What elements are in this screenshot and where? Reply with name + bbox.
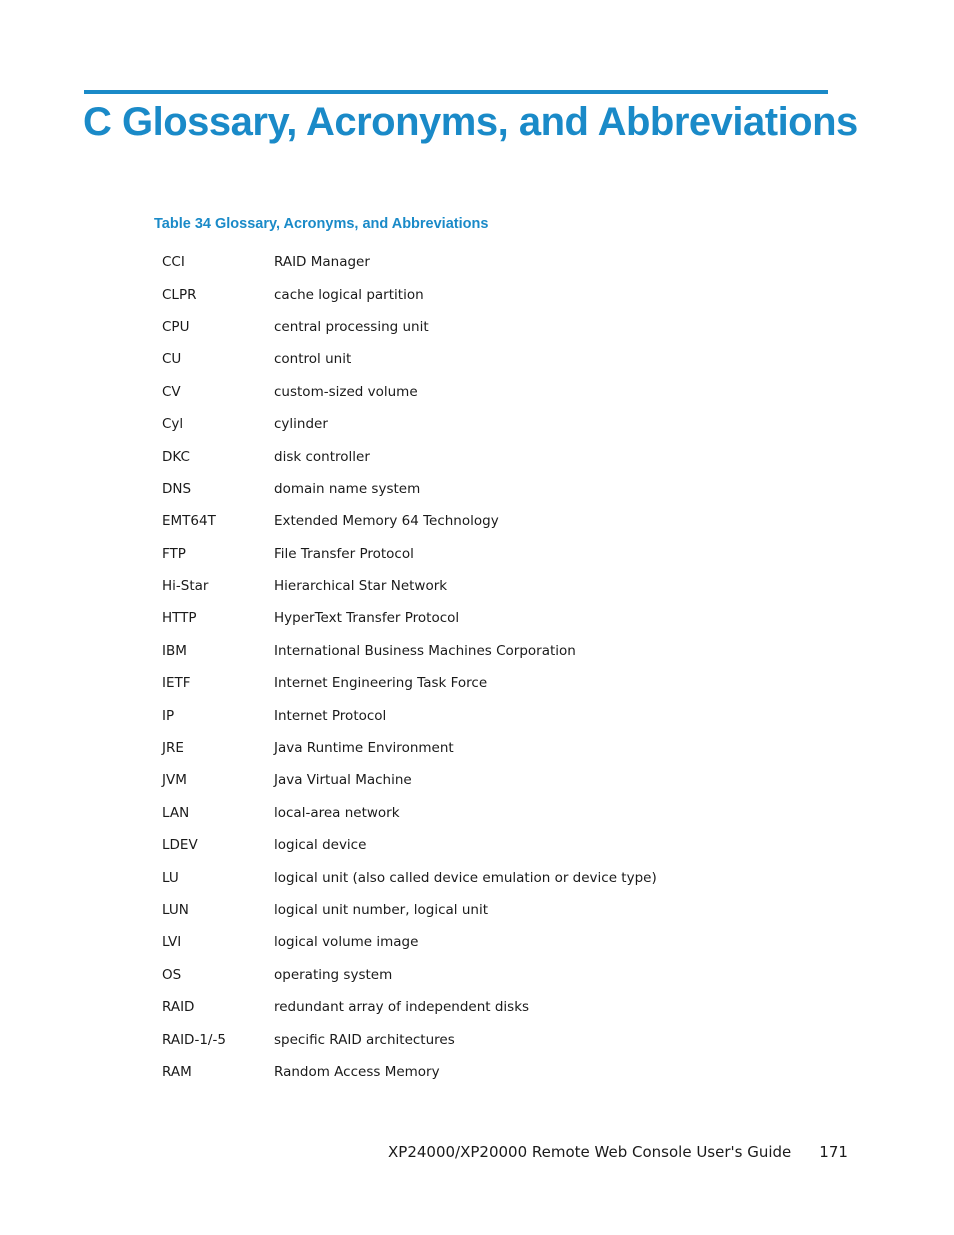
glossary-row xyxy=(162,732,762,764)
glossary-row xyxy=(162,505,762,537)
glossary-definition: File Transfer Protocol xyxy=(274,545,414,562)
page-footer xyxy=(388,1143,848,1161)
glossary-definition: Internet Protocol xyxy=(274,707,387,724)
glossary-definition: central processing unit xyxy=(274,318,429,335)
glossary-row xyxy=(162,894,762,926)
glossary-row xyxy=(162,1023,762,1055)
glossary-definition: disk controller xyxy=(274,448,370,465)
glossary-definition: local-area network xyxy=(274,804,400,821)
glossary-term: CLPR xyxy=(162,286,197,303)
glossary-term: IP xyxy=(162,707,175,724)
glossary-definition: Random Access Memory xyxy=(274,1063,440,1080)
glossary-definition: logical volume image xyxy=(274,934,419,951)
glossary-definition: HyperText Transfer Protocol xyxy=(274,610,460,627)
glossary-row xyxy=(162,440,762,472)
glossary-row xyxy=(162,408,762,440)
glossary-row xyxy=(162,959,762,991)
glossary-definition: Hierarchical Star Network xyxy=(274,578,448,595)
glossary-row xyxy=(162,473,762,505)
glossary-row xyxy=(162,602,762,634)
glossary-definition: cylinder xyxy=(274,416,328,433)
glossary-term: LU xyxy=(162,869,179,886)
glossary-row xyxy=(162,246,762,278)
glossary-row xyxy=(162,311,762,343)
glossary-row xyxy=(162,538,762,570)
glossary-table xyxy=(162,246,762,1088)
glossary-term: CCI xyxy=(162,254,185,271)
glossary-definition: logical device xyxy=(274,837,367,854)
glossary-row xyxy=(162,376,762,408)
glossary-term: RAM xyxy=(162,1063,192,1080)
glossary-row xyxy=(162,635,762,667)
glossary-row xyxy=(162,861,762,893)
chapter-title: C Glossary, Acronyms, and Abbreviations xyxy=(83,100,858,144)
glossary-row xyxy=(162,667,762,699)
glossary-term: DKC xyxy=(162,448,190,465)
glossary-term: DNS xyxy=(162,480,192,497)
glossary-row xyxy=(162,797,762,829)
glossary-definition: specific RAID architectures xyxy=(274,1031,455,1048)
glossary-term: JRE xyxy=(162,740,184,757)
glossary-term: LUN xyxy=(162,902,189,918)
glossary-definition: International Business Machines Corporation xyxy=(274,642,576,659)
glossary-term: LVI xyxy=(162,934,182,951)
glossary-term: RAID-1/-5 xyxy=(162,1031,226,1048)
glossary-term: OS xyxy=(162,966,182,983)
glossary-term: EMT64T xyxy=(162,513,216,530)
glossary-row xyxy=(162,991,762,1023)
glossary-definition: cache logical partition xyxy=(274,286,424,303)
glossary-definition: logical unit (also called device emulation or device type) xyxy=(274,869,657,886)
glossary-term: LAN xyxy=(162,804,190,821)
glossary-definition: control unit xyxy=(274,351,352,368)
glossary-definition: RAID Manager xyxy=(274,254,370,271)
glossary-definition: Java Runtime Environment xyxy=(274,740,454,757)
glossary-definition: Extended Memory 64 Technology xyxy=(274,513,499,530)
glossary-row xyxy=(162,926,762,958)
glossary-row xyxy=(162,570,762,602)
glossary-term: CU xyxy=(162,351,182,368)
glossary-row xyxy=(162,1056,762,1088)
glossary-term: CV xyxy=(162,383,181,400)
glossary-term: LDEV xyxy=(162,837,198,854)
glossary-definition: domain name system xyxy=(274,480,421,497)
glossary-row xyxy=(162,699,762,731)
glossary-definition: custom-sized volume xyxy=(274,383,418,400)
glossary-definition: redundant array of independent disks xyxy=(274,999,530,1016)
glossary-term: IBM xyxy=(162,642,187,659)
glossary-row xyxy=(162,829,762,861)
glossary-term: Cyl xyxy=(162,416,184,433)
glossary-definition: Internet Engineering Task Force xyxy=(274,675,488,692)
glossary-row xyxy=(162,343,762,375)
table-caption: Table 34 Glossary, Acronyms, and Abbreviations xyxy=(154,216,489,232)
glossary-term: Hi-Star xyxy=(162,578,209,595)
footer-guide-title: XP24000/XP20000 Remote Web Console User's Guide xyxy=(388,1143,792,1161)
glossary-definition: Java Virtual Machine xyxy=(274,772,412,789)
glossary-term: CPU xyxy=(162,318,190,335)
glossary-term: IETF xyxy=(162,675,191,692)
glossary-term: JVM xyxy=(162,772,187,789)
glossary-term: HTTP xyxy=(162,610,197,627)
glossary-row xyxy=(162,278,762,310)
footer-page-number: 171 xyxy=(819,1143,848,1161)
chapter-top-rule xyxy=(84,90,828,94)
glossary-definition: operating system xyxy=(274,966,393,983)
glossary-definition: logical unit number, logical unit xyxy=(274,902,489,918)
glossary-term: RAID xyxy=(162,999,195,1016)
glossary-row xyxy=(162,764,762,796)
glossary-term: FTP xyxy=(162,545,186,562)
